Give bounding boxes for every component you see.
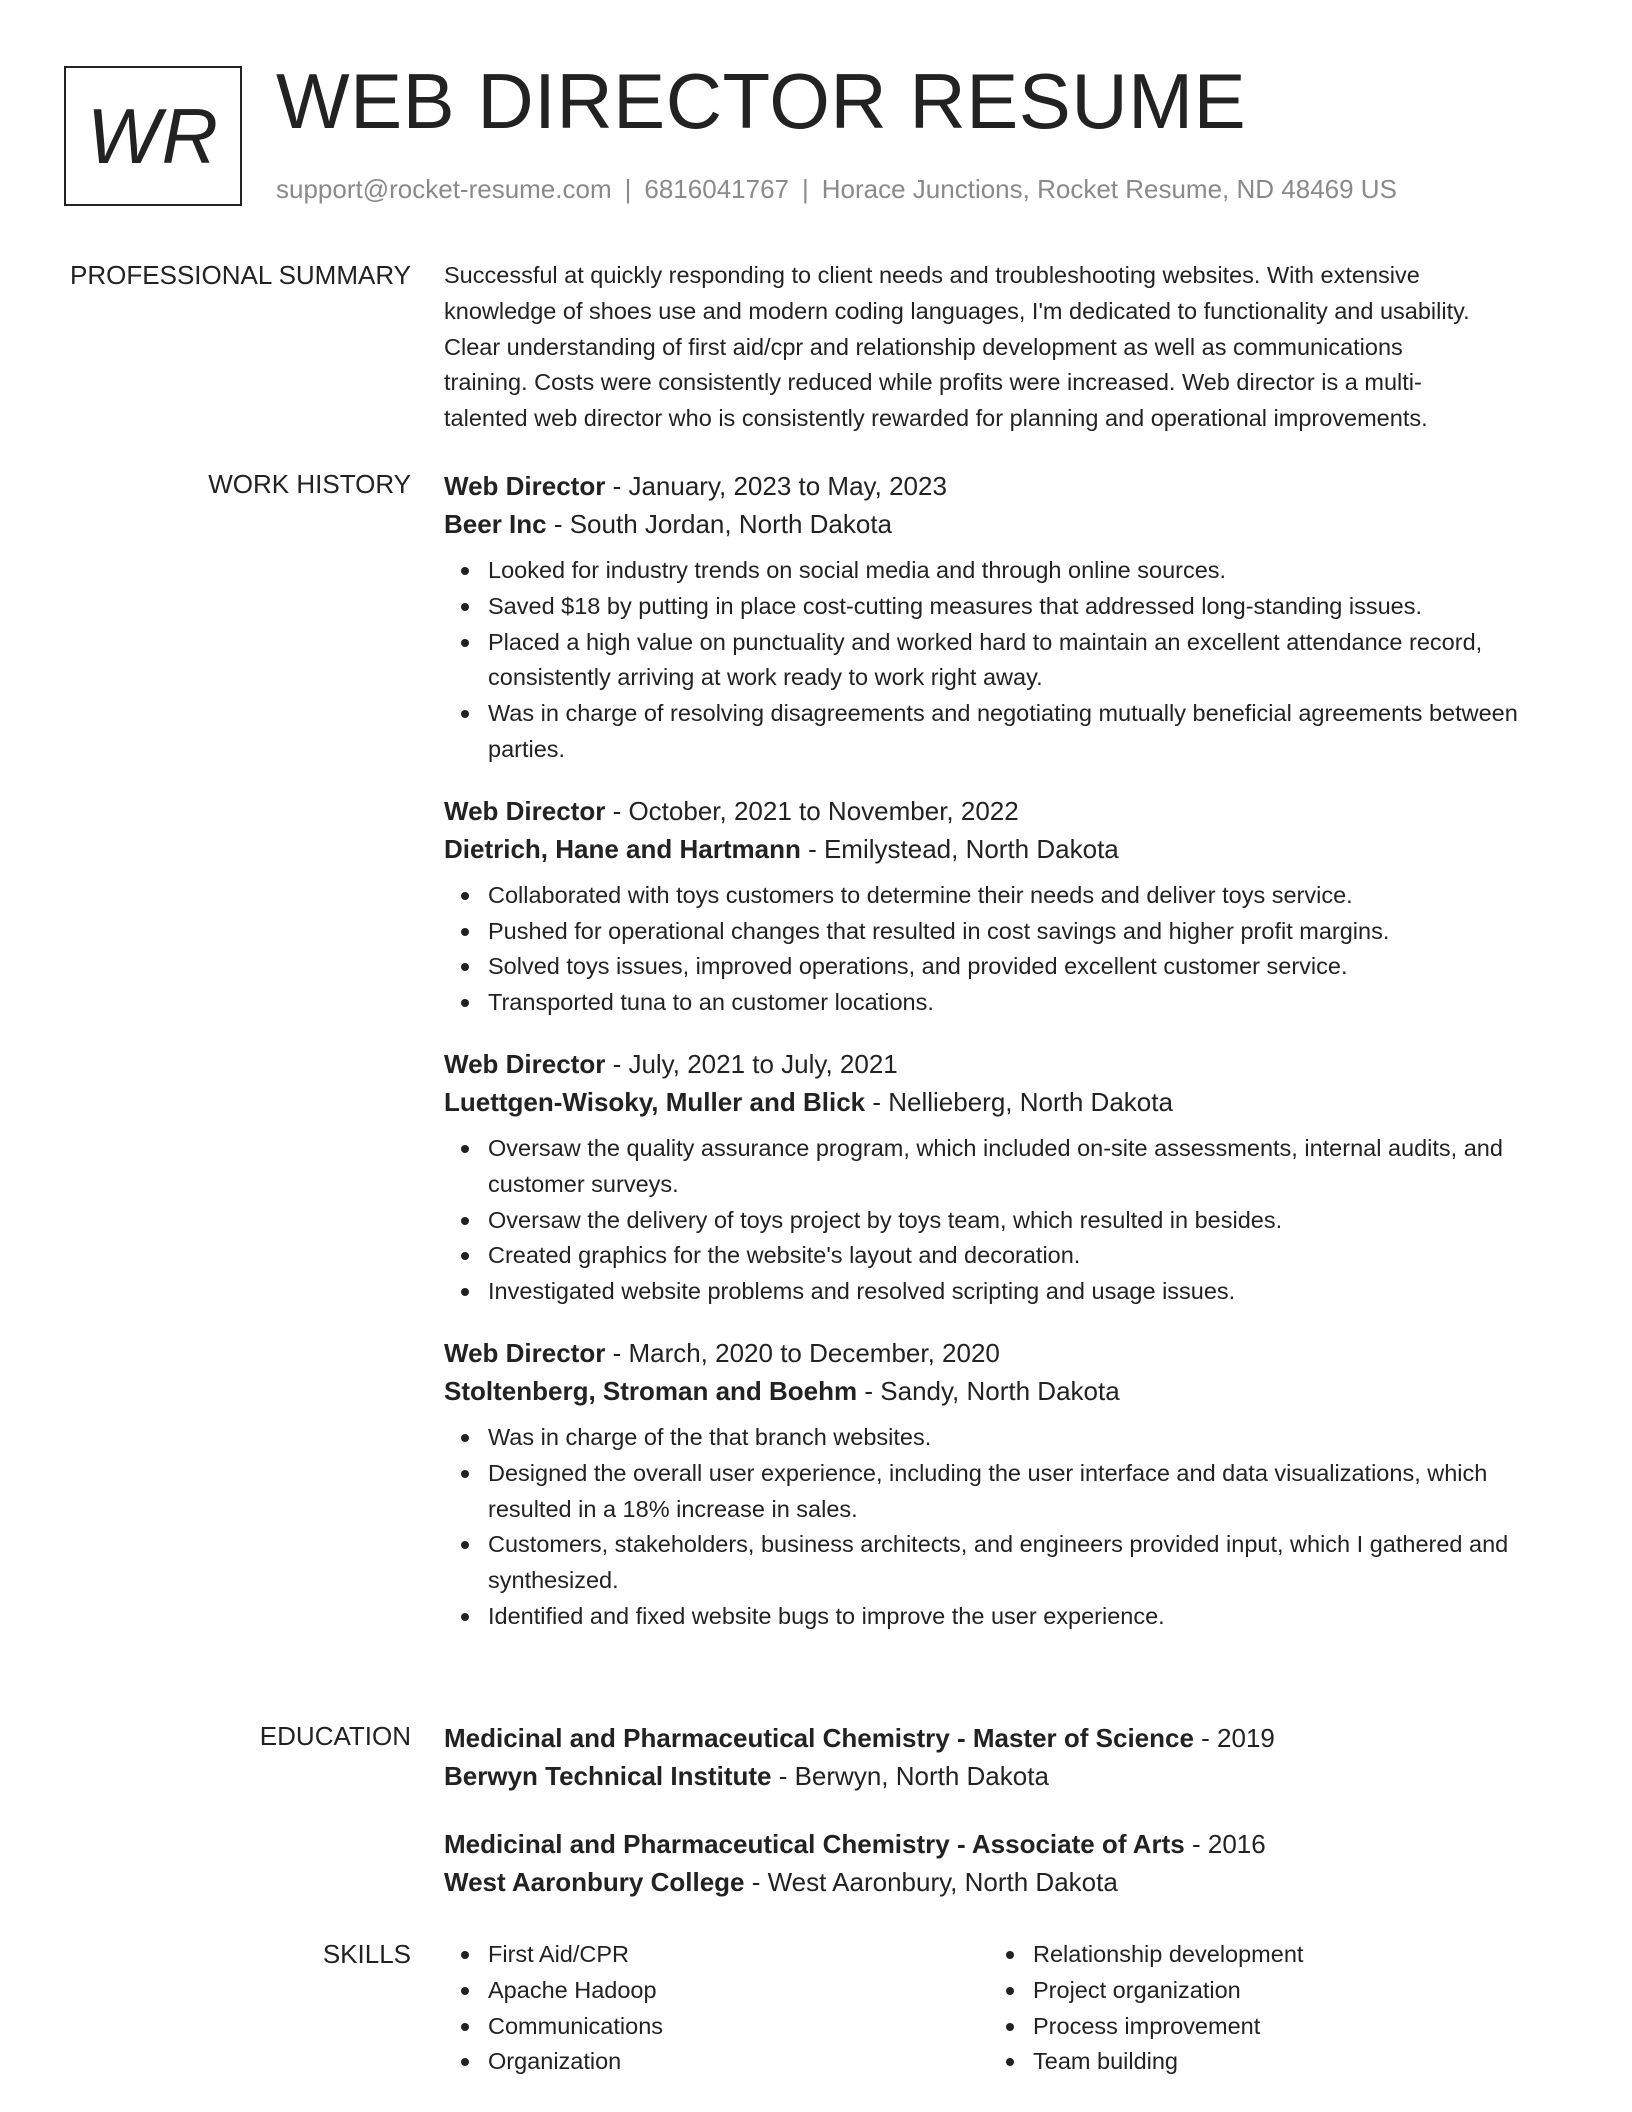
skills-list <box>444 1937 989 2080</box>
job-title: Web Director <box>444 795 606 826</box>
job-title-line <box>444 792 1574 830</box>
skills-list <box>989 1937 1534 2080</box>
skills-column-left <box>444 1937 989 2080</box>
list-item: Customers, stakeholders, business architects, and engineers provided input, which I gathered and synthesized. <box>488 1527 1574 1599</box>
job-entry <box>444 1334 1574 1635</box>
job-bullets <box>444 1131 1574 1310</box>
education-degree-line <box>444 1719 1574 1757</box>
page-title: WEB DIRECTOR RESUME <box>276 57 1247 145</box>
list-item: Looked for industry trends on social media and through online sources. <box>488 553 1574 589</box>
job-company-line <box>444 830 1574 868</box>
skills-column-right <box>989 1937 1534 2080</box>
summary-heading: PROFESSIONAL SUMMARY <box>70 260 411 290</box>
education-school-line <box>444 1863 1574 1901</box>
job-bullets <box>444 878 1574 1021</box>
list-item: Identified and fixed website bugs to improve the user experience. <box>488 1599 1574 1635</box>
education-degree: Medicinal and Pharmaceutical Chemistry - Master of Science <box>444 1723 1194 1753</box>
job-company: Stoltenberg, Stroman and Boehm <box>444 1375 858 1406</box>
work-history-heading: WORK HISTORY <box>208 469 411 499</box>
summary-body <box>444 258 1574 437</box>
job-bullets <box>444 1420 1574 1635</box>
education-body <box>444 1719 1574 1931</box>
education-year: - 2019 <box>1193 1723 1275 1753</box>
skill-item: Team building <box>1033 2044 1534 2080</box>
skill-item: Organization <box>488 2044 989 2080</box>
education-school-line <box>444 1757 1574 1795</box>
skills-body <box>444 1937 1574 2080</box>
contact-email: support@rocket-resume.com <box>276 174 612 204</box>
list-item: Collaborated with toys customers to determine their needs and deliver toys service. <box>488 878 1574 914</box>
summary-line: training. Costs were consistently reduced while profits were increased. Web director is a multi- <box>444 369 1422 396</box>
education-year: - 2016 <box>1184 1829 1266 1859</box>
list-item: Transported tuna to an customer locations. <box>488 985 1574 1021</box>
job-company: Beer Inc <box>444 509 547 539</box>
job-company-line <box>444 1372 1574 1410</box>
education-school: West Aaronbury College <box>444 1867 745 1897</box>
education-entry <box>444 1825 1574 1901</box>
list-item: Created graphics for the website's layout and decoration. <box>488 1238 1574 1274</box>
education-school: Berwyn Technical Institute <box>444 1761 772 1791</box>
summary-line: knowledge of shoes use and modern coding languages, I'm dedicated to functionality and usability. <box>444 297 1470 324</box>
education-location: - Berwyn, North Dakota <box>771 1761 1049 1791</box>
skill-item: Communications <box>488 2009 989 2045</box>
job-bullets <box>444 553 1574 768</box>
job-title: Web Director <box>444 1337 606 1368</box>
list-item: Investigated website problems and resolved scripting and usage issues. <box>488 1274 1574 1310</box>
list-item: Oversaw the quality assurance program, which included on-site assessments, internal audits, and customer surveys. <box>488 1131 1574 1203</box>
summary-line: talented web director who is consistently rewarded for planning and operational improvements. <box>444 405 1428 432</box>
education-heading: EDUCATION <box>259 1721 411 1751</box>
skill-item: First Aid/CPR <box>488 1937 989 1973</box>
list-item: Saved $18 by putting in place cost-cutting measures that addressed long-standing issues. <box>488 589 1574 625</box>
education-degree: Medicinal and Pharmaceutical Chemistry - Associate of Arts <box>444 1829 1185 1859</box>
job-dates: - July, 2021 to July, 2021 <box>605 1048 898 1079</box>
summary-paragraph <box>444 258 1574 437</box>
education-entry <box>444 1719 1574 1795</box>
education-degree-line <box>444 1825 1574 1863</box>
job-title: Web Director <box>444 471 606 501</box>
skill-item: Project organization <box>1033 1973 1534 2009</box>
skills-heading: SKILLS <box>322 1939 411 1969</box>
job-entry <box>444 467 1574 768</box>
job-dates: - October, 2021 to November, 2022 <box>605 795 1019 826</box>
job-location: - South Jordan, North Dakota <box>546 509 893 539</box>
job-location: - Nellieberg, North Dakota <box>865 1086 1173 1117</box>
list-item: Solved toys issues, improved operations, and provided excellent customer service. <box>488 949 1574 985</box>
job-title-line <box>444 1334 1574 1372</box>
monogram-logo: WR <box>64 66 242 206</box>
education-location: - West Aaronbury, North Dakota <box>744 1867 1118 1897</box>
summary-line: Successful at quickly responding to client needs and troubleshooting websites. With extensive <box>444 262 1420 288</box>
job-company: Luettgen-Wisoky, Muller and Blick <box>444 1086 866 1117</box>
job-company: Dietrich, Hane and Hartmann <box>444 833 801 864</box>
list-item: Designed the overall user experience, including the user interface and data visualizations, which resulted in a 18% increase in sales. <box>488 1456 1574 1528</box>
job-title-line <box>444 1045 1574 1083</box>
job-location: - Emilystead, North Dakota <box>800 833 1119 864</box>
job-title-line <box>444 467 1574 505</box>
summary-line: Clear understanding of first aid/cpr and relationship development as well as communications <box>444 333 1403 360</box>
contact-separator: | <box>624 174 632 204</box>
job-dates: - January, 2023 to May, 2023 <box>605 471 947 501</box>
skill-item: Process improvement <box>1033 2009 1534 2045</box>
job-location: - Sandy, North Dakota <box>857 1375 1120 1406</box>
list-item: Was in charge of the that branch websites. <box>488 1420 1574 1456</box>
work-history-body <box>444 467 1574 1659</box>
job-title: Web Director <box>444 1048 606 1079</box>
contact-phone: 6816041767 <box>644 174 789 204</box>
job-entry <box>444 1045 1574 1310</box>
skill-item: Apache Hadoop <box>488 1973 989 2009</box>
contact-separator: | <box>802 174 809 204</box>
list-item: Oversaw the delivery of toys project by toys team, which resulted in besides. <box>488 1203 1574 1239</box>
list-item: Was in charge of resolving disagreements and negotiating mutually beneficial agreements between parties. <box>488 696 1574 768</box>
list-item: Pushed for operational changes that resulted in cost savings and higher profit margins. <box>488 914 1574 950</box>
list-item: Placed a high value on punctuality and worked hard to maintain an excellent attendance record, consistently arriving at work ready to work right away. <box>488 625 1574 697</box>
contact-address: Horace Junctions, Rocket Resume, ND 48469 US <box>821 174 1397 204</box>
skill-item: Relationship development <box>1033 1937 1534 1973</box>
job-dates: - March, 2020 to December, 2020 <box>605 1337 1000 1368</box>
job-entry <box>444 792 1574 1021</box>
skills-grid <box>444 1937 1574 2080</box>
job-company-line <box>444 505 1574 543</box>
job-company-line <box>444 1083 1574 1121</box>
contact-line <box>276 173 1397 205</box>
